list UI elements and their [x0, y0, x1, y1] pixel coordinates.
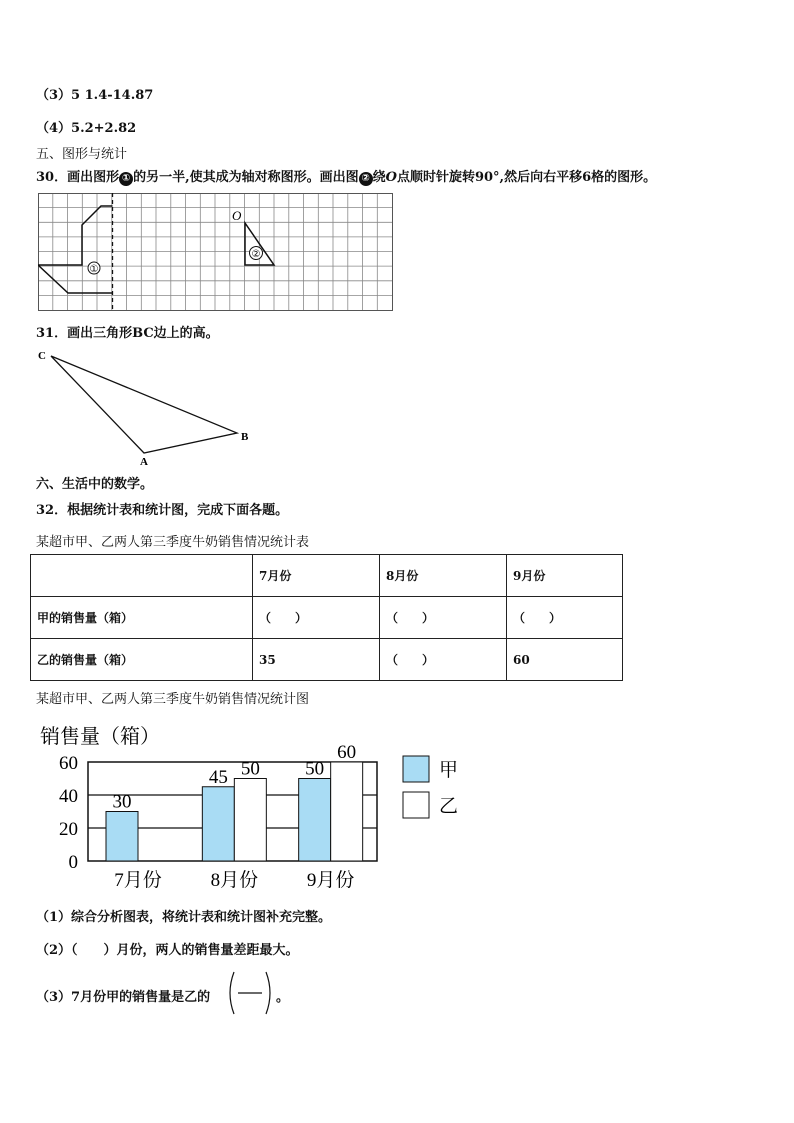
q30-text	[36, 166, 656, 186]
y-tick-label: 20	[59, 819, 78, 840]
stats-table	[30, 554, 623, 681]
table-row	[31, 639, 623, 681]
grid-figure	[38, 193, 394, 313]
table-row	[31, 597, 623, 639]
chart-title: 某超市甲、乙两人第三季度牛奶销售情况统计图	[36, 692, 310, 707]
q32-text: 32．根据统计表和统计图，完成下面各题。	[36, 503, 289, 518]
bar-甲	[106, 812, 138, 862]
q30-text-post: 点顺时针旋转90°,然后向右平移6格的图形。	[396, 170, 657, 185]
y-tick-label: 40	[59, 786, 78, 807]
left-paren-icon	[230, 972, 234, 1014]
circle-one-icon: ①	[119, 172, 133, 186]
data-label: 45	[208, 766, 228, 788]
table-cell[interactable]: （ ）	[380, 639, 507, 681]
x-tick-label: 7月份	[114, 870, 162, 891]
chart-ylabel: 销售量（箱）	[40, 726, 160, 748]
section-5-title: 五、图形与统计	[36, 147, 128, 162]
table-cell[interactable]: （ ）	[507, 597, 623, 639]
sub-question-3: （3）7月份甲的销售量是乙的	[36, 990, 211, 1005]
right-paren-icon	[266, 972, 270, 1014]
bar-甲	[299, 779, 331, 862]
table-cell: 35	[253, 639, 380, 681]
table-header-cell: 7月份	[253, 555, 380, 597]
y-tick-label: 0	[68, 852, 78, 873]
table-header-cell	[31, 555, 253, 597]
legend-label: 甲	[439, 760, 459, 781]
legend-swatch	[403, 792, 429, 818]
sub-question-3-end: 。	[276, 990, 290, 1005]
point-o-label: O	[385, 170, 397, 185]
vertex-b-label: B	[241, 431, 249, 443]
calc-item-3: （3）5 1.4-14.87	[36, 88, 154, 103]
table-header-row	[31, 555, 623, 597]
fraction-blank[interactable]	[226, 970, 274, 1016]
x-tick-label: 8月份	[210, 870, 259, 891]
grid-point-o: O	[232, 208, 242, 223]
bar-甲	[202, 787, 234, 861]
legend-swatch	[403, 756, 429, 782]
vertex-a-label: A	[140, 456, 148, 468]
shape-two-label: ②	[251, 249, 261, 260]
table-title: 某超市甲、乙两人第三季度牛奶销售情况统计表	[36, 535, 310, 550]
q30-text-mid1: 的另一半,使其成为轴对称图形。画出图	[133, 170, 359, 185]
sub-question-1: （1）综合分析图表，将统计表和统计图补充完整。	[36, 910, 332, 925]
triangle-abc	[51, 356, 237, 453]
data-label: 50	[240, 758, 260, 780]
shape-one-label: ①	[89, 264, 99, 275]
table-header-cell: 8月份	[380, 555, 507, 597]
calc-item-4: （4）5.2+2.82	[36, 121, 137, 136]
table-header-cell: 9月份	[507, 555, 623, 597]
bar-chart	[30, 720, 470, 895]
vertex-c-label: C	[38, 350, 46, 362]
data-label: 30	[112, 791, 132, 813]
table-cell: 甲的销售量（箱）	[31, 597, 253, 639]
table-cell: 乙的销售量（箱）	[31, 639, 253, 681]
q30-text-pre: 30．画出图形	[36, 170, 120, 185]
data-label: 50	[305, 758, 325, 780]
data-label: 60	[337, 742, 357, 763]
y-tick-label: 60	[59, 753, 78, 774]
shape-one	[38, 206, 113, 293]
table-cell[interactable]: （ ）	[253, 597, 380, 639]
q30-text-mid2: 绕	[372, 170, 386, 185]
section-6-title: 六、生活中的数学。	[36, 477, 154, 492]
sub-question-2: （2）（ ）月份，两人的销售量差距最大。	[36, 943, 299, 958]
bar-乙	[331, 762, 363, 861]
bar-乙	[234, 779, 266, 862]
table-cell: 60	[507, 639, 623, 681]
circle-two-icon: ②	[359, 172, 373, 186]
q31-text: 31．画出三角形BC边上的高。	[36, 326, 219, 341]
triangle-figure	[34, 346, 264, 470]
table-cell[interactable]: （ ）	[380, 597, 507, 639]
x-tick-label: 9月份	[306, 870, 355, 891]
legend-label: 乙	[439, 796, 459, 817]
